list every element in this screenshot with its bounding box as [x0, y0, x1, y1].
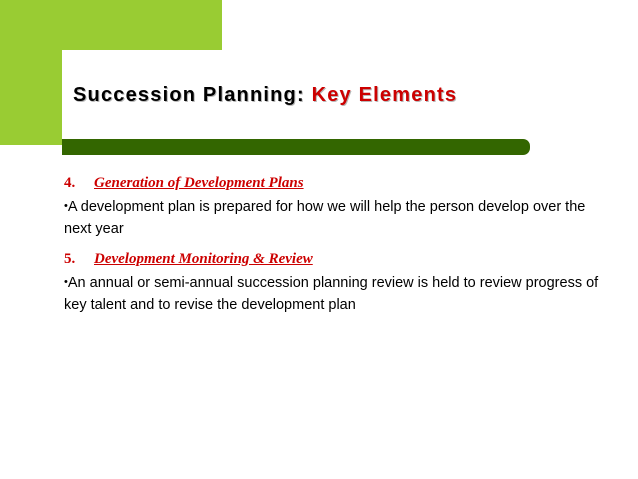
section-heading-text: Development Monitoring & Review — [94, 251, 313, 267]
section-number: 4. — [64, 175, 76, 191]
bullet-text: An annual or semi-annual succession planning review is held to review progress of key talent and to revise the development plan — [64, 275, 599, 313]
section-heading — [64, 246, 604, 272]
section-heading-text: Generation of Development Plans — [94, 175, 304, 191]
slide-title-main: Succession Planning: — [73, 84, 305, 106]
bullet-item — [64, 196, 604, 240]
title-divider-bar — [62, 139, 530, 155]
section-number: 5. — [64, 251, 76, 267]
section-development-monitoring — [64, 246, 604, 316]
slide-title-accent: Key Elements — [311, 84, 458, 106]
bullet-icon: • — [64, 200, 68, 212]
section-development-plans — [64, 170, 604, 240]
slide-title — [73, 84, 457, 107]
section-heading — [64, 170, 604, 196]
slide-content — [64, 170, 604, 322]
bullet-text: A development plan is prepared for how we will help the person develop over the next year — [64, 199, 586, 237]
bullet-icon: • — [64, 276, 68, 288]
bullet-item — [64, 272, 604, 316]
